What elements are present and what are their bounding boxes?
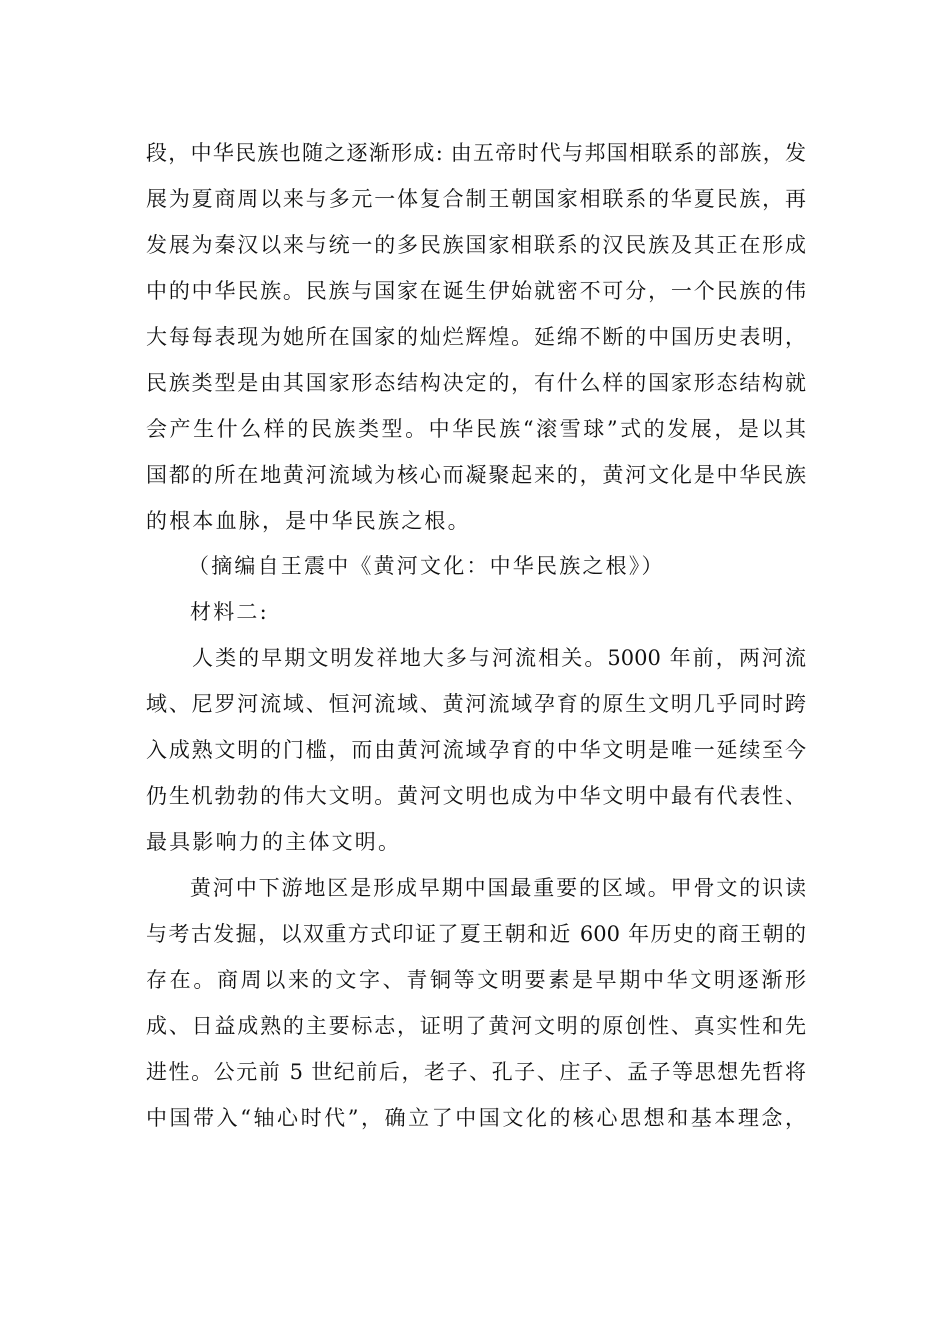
paragraph-line: 段，中华民族也随之逐渐形成: 由五帝时代与邦国相联系的部族，发 <box>146 141 806 165</box>
paragraph-line: 会产生什么样的民族类型。中华民族“滚雪球”式的发展，是以其 <box>146 417 806 441</box>
source-citation: （摘编自王震中《黄河文化：中华民族之根》） <box>188 554 665 578</box>
paragraph-line: 民族类型是由其国家形态结构决定的，有什么样的国家形态结构就 <box>146 371 806 395</box>
paragraph-line: 中的中华民族。民族与国家在诞生伊始就密不可分，一个民族的伟 <box>146 279 806 303</box>
paragraph-line: 与考古发掘，以双重方式印证了夏王朝和近 600 年历史的商王朝的 <box>146 922 806 946</box>
paragraph-line: 中国带入“轴心时代”，确立了中国文化的核心思想和基本理念， <box>146 1106 806 1130</box>
paragraph-line: 入成熟文明的门槛，而由黄河流域孕育的中华文明是唯一延续至今 <box>146 738 806 762</box>
paragraph-line: 最具影响力的主体文明。 <box>146 830 402 854</box>
paragraph-line: 人类的早期文明发祥地大多与河流相关。5000 年前，两河流 <box>192 646 806 670</box>
paragraph-line: 展为夏商周以来与多元一体复合制王朝国家相联系的华夏民族，再 <box>146 187 806 211</box>
paragraph-line: 大每每表现为她所在国家的灿烂辉煌。延绵不断的中国历史表明， <box>146 325 806 349</box>
paragraph-line: 的根本血脉，是中华民族之根。 <box>146 509 471 533</box>
paragraph-line: 进性。公元前 5 世纪前后，老子、孔子、庄子、孟子等思想先哲将 <box>146 1060 806 1084</box>
paragraph-line: 存在。商周以来的文字、青铜等文明要素是早期中华文明逐渐形 <box>146 968 806 992</box>
paragraph-line: 域、尼罗河流域、恒河流域、黄河流域孕育的原生文明几乎同时跨 <box>146 692 806 716</box>
paragraph-line: 成、日益成熟的主要标志，证明了黄河文明的原创性、真实性和先 <box>146 1014 806 1038</box>
paragraph-line: 仍生机勃勃的伟大文明。黄河文明也成为中华文明中最有代表性、 <box>146 784 806 808</box>
paragraph-line: 国都的所在地黄河流域为核心而凝聚起来的，黄河文化是中华民族 <box>146 463 806 487</box>
paragraph-line: 发展为秦汉以来与统一的多民族国家相联系的汉民族及其正在形成 <box>146 233 806 257</box>
section-heading: 材料二: <box>190 600 269 624</box>
paragraph-line: 黄河中下游地区是形成早期中国最重要的区域。甲骨文的识读 <box>190 876 806 900</box>
